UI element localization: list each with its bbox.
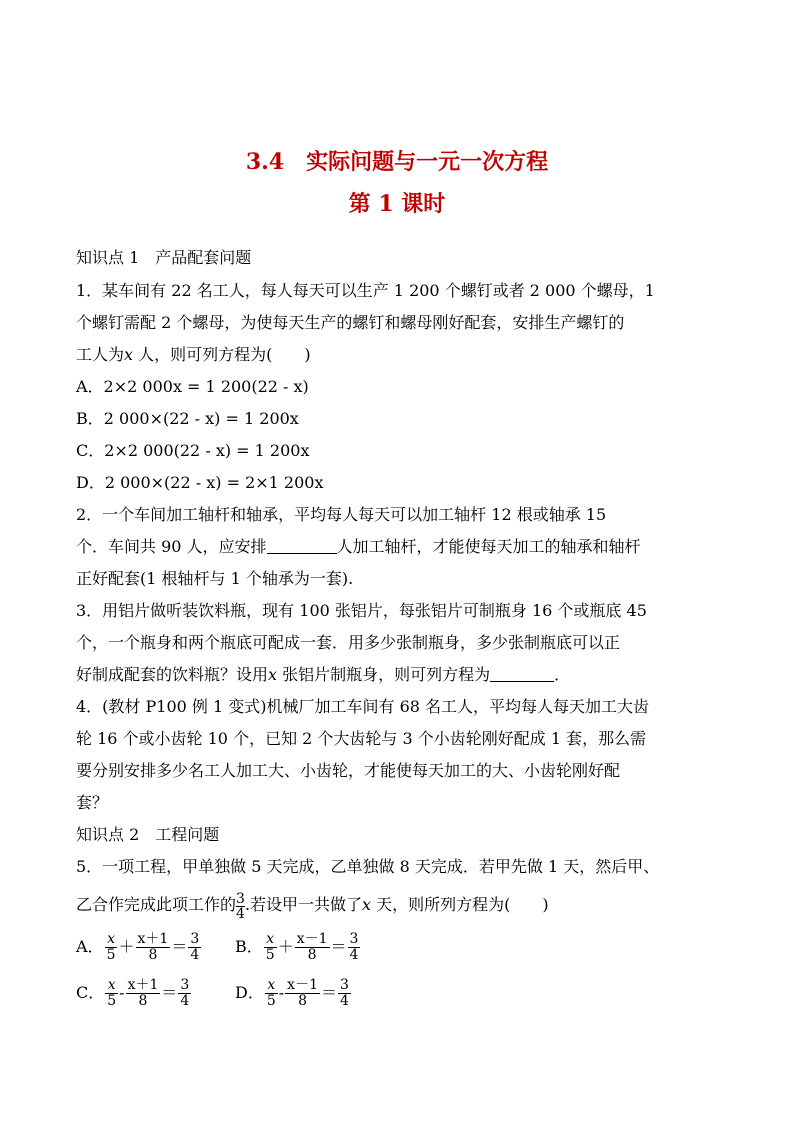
q2-line2: 个．车间共 90 人，应安排 人加工轴杆，才能使每天加工的轴承和轴杆 bbox=[76, 537, 641, 556]
knowledge-point-2: 知识点 2 工程问题 bbox=[76, 825, 220, 844]
section-heading: 实际问题与一元一次方程 bbox=[306, 149, 549, 175]
q3-line3: 好制成配套的饮料瓶？设用x 张铝片制瓶身，则可列方程为 ． bbox=[76, 665, 571, 684]
q4-line1: 4．(教材 P100 例 1 变式)机械厂加工车间有 68 名工人，平均每人每天加工大齿 bbox=[76, 697, 650, 716]
q1-line2: 个螺钉需配 2 个螺母，为使每天生产的螺钉和螺母刚好配套，安排生产螺钉的 bbox=[76, 313, 625, 332]
q5-option-c[interactable]: C． $\frac{x}{5}$ - $\frac{x+1}{8}$ ＝ $\frac{3}{4}$ bbox=[76, 977, 190, 1009]
q3-line2: 个，一个瓶身和两个瓶底可配成一套．用多少张制瓶身，多少张制瓶底可以正 bbox=[76, 633, 621, 652]
q2-line1: 2．一个车间加工轴杆和轴承，平均每人每天可以加工轴杆 12 根或轴承 15 bbox=[76, 505, 607, 524]
q4-line3: 要分别安排多少名工人加工大、小齿轮，才能使每天加工的大、小齿轮刚好配 bbox=[76, 761, 621, 780]
q3-line1: 3．用铝片做听装饮料瓶，现有 100 张铝片，每张铝片可制瓶身 16 个或瓶底 45 bbox=[76, 601, 647, 620]
q1-option-a[interactable]: A．2×2 000x = 1 200(22 - x) bbox=[76, 377, 309, 396]
q1-line1: 1．某车间有 22 名工人，每人每天可以生产 1 200 个螺钉或者 2 000 个螺母，1 bbox=[76, 281, 655, 300]
q4-line2: 轮 16 个或小齿轮 10 个，已知 2 个大齿轮与 3 个小齿轮刚好配成 1 套，那么需 bbox=[76, 729, 647, 748]
q2-answer-blank[interactable] bbox=[267, 537, 337, 554]
q5-fraction: $\frac{3}{4}$ bbox=[236, 891, 245, 922]
q5-option-a[interactable]: A． $\frac{x}{5}$ ＋ $\frac{x+1}{8}$ ＝ $\frac{3}{4}$ bbox=[76, 931, 200, 963]
q4-line4: 套？ bbox=[76, 793, 109, 812]
q1-option-d[interactable]: D．2 000×(22 - x) = 2×1 200x bbox=[76, 473, 324, 492]
q5-line1: 5．一项工程，甲单独做 5 天完成，乙单独做 8 天完成．若甲先做 1 天，然后甲、 bbox=[76, 857, 660, 876]
q5-line2: 乙合作完成此项工作的 $\frac{3}{4}$ .若设甲一共做了x 天，则所列方程为( ) bbox=[76, 891, 549, 922]
q5-option-d[interactable]: D． $\frac{x}{5}$ - $\frac{x-1}{8}$ ＝ $\frac{3}{4}$ bbox=[235, 977, 349, 1009]
q1-option-b[interactable]: B．2 000×(22 - x) = 1 200x bbox=[76, 409, 299, 428]
q2-line3: 正好配套(1 根轴杆与 1 个轴承为一套). bbox=[76, 569, 354, 588]
section-number: 3.4 bbox=[245, 149, 285, 175]
q5-option-b[interactable]: B． $\frac{x}{5}$ ＋ $\frac{x-1}{8}$ ＝ $\frac{3}{4}$ bbox=[235, 931, 359, 963]
q3-answer-blank[interactable] bbox=[490, 665, 554, 682]
lesson-subtitle: 第 1 课时 bbox=[348, 191, 446, 217]
knowledge-point-1: 知识点 1 产品配套问题 bbox=[76, 248, 252, 267]
section-title bbox=[0, 145, 794, 176]
q1-option-c[interactable]: C．2×2 000(22 - x) = 1 200x bbox=[76, 441, 310, 460]
q1-line3: 工人为x 人，则可列方程为( ) bbox=[76, 345, 311, 364]
